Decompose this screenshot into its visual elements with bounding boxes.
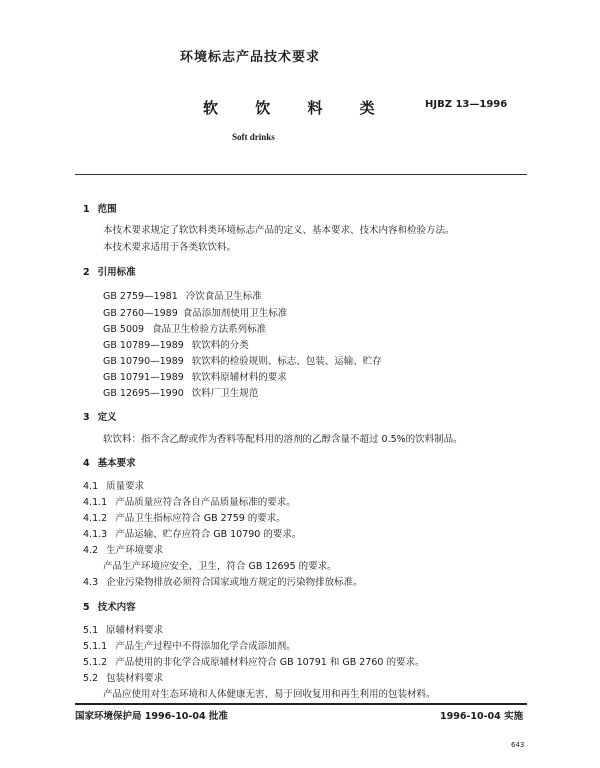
document-title: 软 饮 料 类 xyxy=(203,99,391,117)
section-3-heading xyxy=(83,409,117,423)
clause-number: 4.1.1 xyxy=(83,497,108,508)
reference-item xyxy=(103,321,266,335)
clause-4-1-1 xyxy=(83,494,296,508)
standard-code: HJBZ 13—1996 xyxy=(425,99,508,110)
clause-number: 5.2 xyxy=(83,673,99,684)
clause-5-2 xyxy=(83,670,163,684)
header-divider xyxy=(75,174,527,175)
reference-item xyxy=(103,288,262,302)
clause-4-2-paragraph: 产品生产环境应安全、卫生，符合 GB 12695 的要求。 xyxy=(103,561,337,572)
reference-code: GB 12695—1990 xyxy=(103,388,184,399)
clause-text: 企业污染物排放必须符合国家或地方规定的污染物排放标准。 xyxy=(106,577,363,588)
clause-number: 4.2 xyxy=(83,545,99,556)
english-title: Soft drinks xyxy=(232,132,275,142)
clause-number: 5.1.2 xyxy=(83,657,108,668)
section-title: 基本要求 xyxy=(97,458,136,469)
reference-code: GB 10790—1989 xyxy=(103,356,184,367)
section-title: 定义 xyxy=(97,412,117,423)
clause-number: 5.1.1 xyxy=(83,641,108,652)
scope-paragraph-2: 本技术要求适用于各类软饮料。 xyxy=(103,242,237,253)
reference-item xyxy=(103,385,258,399)
definition-paragraph: 软饮料：指不含乙醇或作为香料等配料用的溶剂的乙醇含量不超过 0.5%的饮料制品。 xyxy=(103,434,463,445)
section-title: 范围 xyxy=(97,204,117,215)
approval-note: 国家环境保护局 1996-10-04 批准 xyxy=(75,711,228,722)
section-number: 4 xyxy=(83,458,90,469)
reference-name: 软饮料的检验规则、标志、包装、运输、贮存 xyxy=(191,356,382,367)
section-title: 技术内容 xyxy=(97,602,136,613)
clause-number: 4.3 xyxy=(83,577,99,588)
clause-5-1-2 xyxy=(83,654,424,668)
clause-text: 产品生产过程中不得添加化学合成添加剂。 xyxy=(115,641,296,652)
section-1-heading xyxy=(83,201,117,215)
scope-paragraph-1: 本技术要求规定了软饮料类环境标志产品的定义、基本要求、技术内容和检验方法。 xyxy=(103,225,455,236)
section-title: 引用标准 xyxy=(97,267,136,278)
section-5-heading xyxy=(83,599,136,613)
clause-text: 质量要求 xyxy=(106,481,145,492)
section-4-heading xyxy=(83,455,136,469)
reference-name: 冷饮食品卫生标准 xyxy=(185,291,262,302)
clause-4-1-3 xyxy=(83,526,301,540)
reference-name: 软饮料原辅材料的要求 xyxy=(191,372,287,383)
section-number: 3 xyxy=(83,412,90,423)
section-number: 5 xyxy=(83,602,90,613)
clause-number: 4.1 xyxy=(83,481,99,492)
clause-text: 原辅材料要求 xyxy=(106,625,164,636)
clause-4-3 xyxy=(83,574,363,588)
reference-name: 饮料厂卫生规范 xyxy=(191,388,259,399)
reference-item xyxy=(103,353,382,367)
reference-name: 食品卫生检验方法系列标准 xyxy=(152,324,267,335)
section-number: 1 xyxy=(83,204,90,215)
clause-number: 5.1 xyxy=(83,625,99,636)
clause-text: 产品质量应符合各自产品质量标准的要求。 xyxy=(115,497,296,508)
reference-code: GB 2759—1981 xyxy=(103,291,178,302)
clause-text: 产品运输、贮存应符合 GB 10790 的要求。 xyxy=(115,529,302,540)
reference-item xyxy=(103,369,287,383)
clause-4-1 xyxy=(83,478,144,492)
effective-date: 1996-10-04 实施 xyxy=(440,711,524,722)
clause-5-1-1 xyxy=(83,638,296,652)
clause-5-2-paragraph: 产品应使用对生态环境和人体健康无害、易于回收复用和再生利用的包装材料。 xyxy=(103,689,436,700)
reference-item xyxy=(103,305,287,319)
reference-name: 软饮料的分类 xyxy=(191,340,249,351)
clause-text: 产品使用的非化学合成原辅材料应符合 GB 10791 和 GB 2760 的要求。 xyxy=(115,657,425,668)
clause-4-1-2 xyxy=(83,510,286,524)
clause-text: 生产环境要求 xyxy=(106,545,164,556)
page-number: 643 xyxy=(511,741,525,749)
footer-divider xyxy=(75,703,527,705)
clause-number: 4.1.2 xyxy=(83,513,108,524)
reference-name: 食品添加剂使用卫生标准 xyxy=(182,308,288,319)
clause-text: 包装材料要求 xyxy=(106,673,164,684)
reference-code: GB 10791—1989 xyxy=(103,372,184,383)
clause-5-1 xyxy=(83,622,163,636)
clause-text: 产品卫生指标应符合 GB 2759 的要求。 xyxy=(115,513,286,524)
series-title: 环境标志产品技术要求 xyxy=(180,50,321,65)
section-number: 2 xyxy=(83,267,90,278)
reference-code: GB 2760—1989 xyxy=(103,308,178,319)
reference-item xyxy=(103,337,249,351)
section-2-heading xyxy=(83,264,136,278)
clause-number: 4.1.3 xyxy=(83,529,108,540)
reference-code: GB 10789—1989 xyxy=(103,340,184,351)
clause-4-2 xyxy=(83,542,163,556)
reference-code: GB 5009 xyxy=(103,324,145,335)
